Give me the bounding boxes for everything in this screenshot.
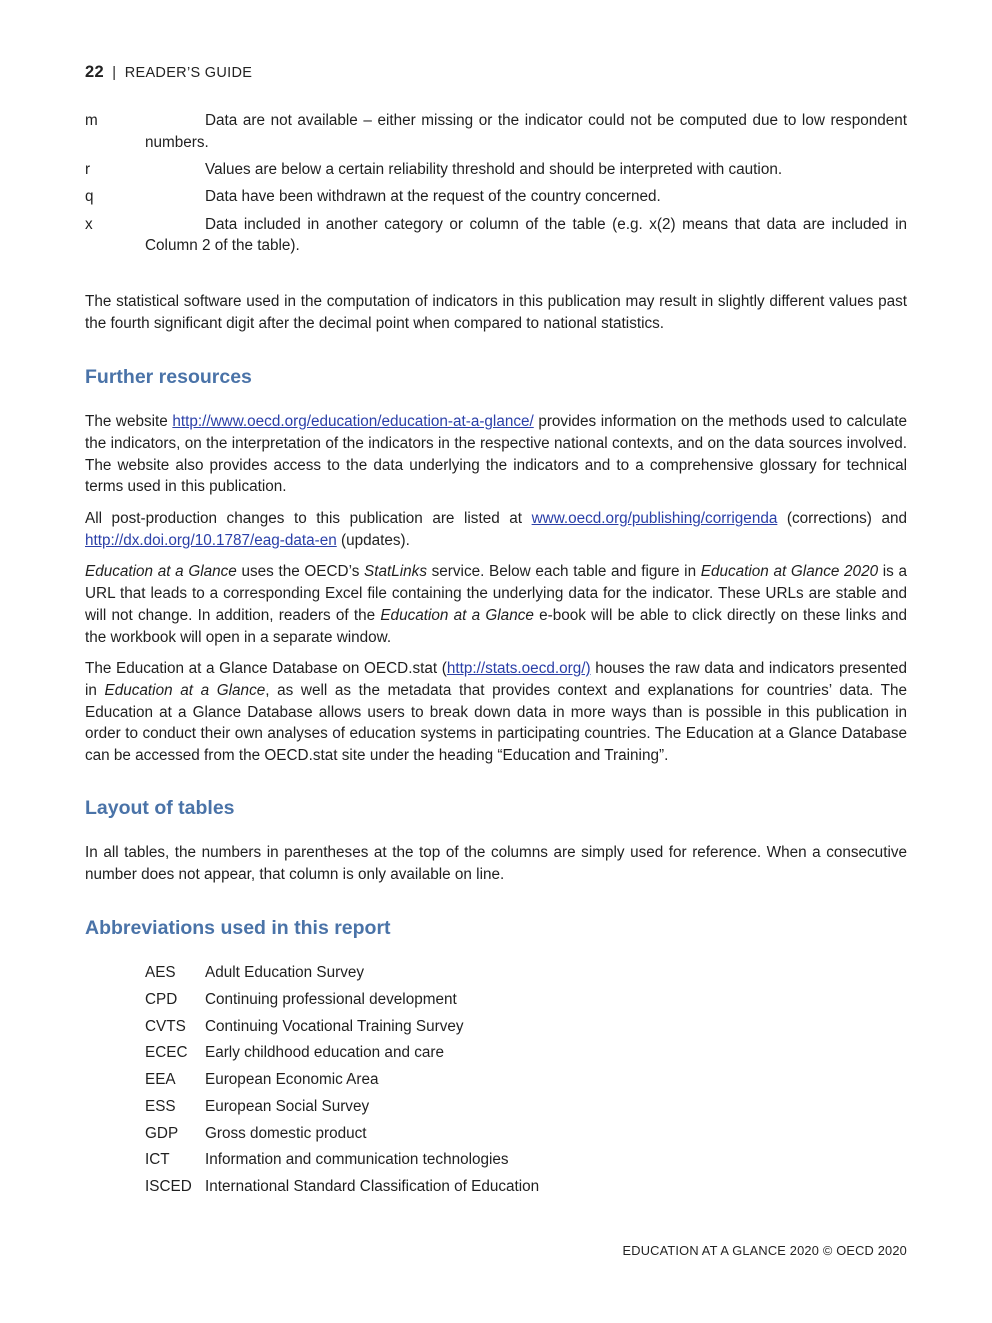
abbreviation: GDP xyxy=(145,1124,179,1142)
text-run: is a URL that leads to a corresponding Excel file containing the underlying data for the indicator. These URLs are stable and will not change. In addition, readers of the xyxy=(85,563,907,624)
abbreviation: ICT xyxy=(145,1151,170,1169)
text-run: service. Below each table and figure in xyxy=(426,563,701,581)
heading-further-resources: Further resources xyxy=(85,366,252,388)
page-number: 22 xyxy=(85,63,104,81)
layout-paragraph: In all tables, the numbers in parentheses at the top of the columns are simply used for reference. When a consecutive number does not appear, that column is only available on line. xyxy=(85,844,907,883)
legend-text: Data included in another category or column of the table (e.g. x(2) means that data are included in Column 2 of the table). xyxy=(145,215,907,255)
abbreviation: ISCED xyxy=(145,1178,192,1195)
symbol-legend xyxy=(85,110,907,263)
legend-code: m xyxy=(85,112,98,129)
italic-title: StatLinks xyxy=(364,563,427,581)
abbreviation-meaning: European Social Survey xyxy=(205,1097,370,1115)
italic-title: Education at a Glance xyxy=(380,606,534,624)
corrigenda-link[interactable]: www.oecd.org/publishing/corrigenda xyxy=(531,509,778,527)
paragraph-database xyxy=(85,658,907,767)
doi-link[interactable]: http://dx.doi.org/10.1787/eag-data-en xyxy=(85,531,337,549)
abbreviation-meaning: Adult Education Survey xyxy=(205,964,365,981)
legend-text: Data have been withdrawn at the request of the country concerned. xyxy=(205,188,661,206)
abbreviation-row xyxy=(145,1069,907,1096)
abbreviation-meaning: Information and communication technologies xyxy=(205,1151,509,1169)
legend-item xyxy=(85,110,907,154)
further-resources-body xyxy=(85,411,907,777)
abbreviation: ECEC xyxy=(145,1044,188,1062)
text-run: All post-production changes to this publication are listed at xyxy=(85,509,532,527)
abbreviation: CPD xyxy=(145,990,178,1008)
abbreviation-meaning: Gross domestic product xyxy=(205,1124,367,1142)
legend-code: r xyxy=(85,161,91,179)
abbreviation-list xyxy=(145,962,907,1203)
text-run: uses the OECD’s xyxy=(236,563,365,581)
heading-abbreviations: Abbreviations used in this report xyxy=(85,917,391,939)
text-run: , as well as the metadata that provides context and explanations for countries’ data. The Education at a Glance Database allows users to break down data in more ways than is possible in this publication in order to conduct their own analyses of education systems in participating countries. The Education at a Glance Database can be accessed from the OECD.stat site under the heading “Education and Training”. xyxy=(85,681,908,765)
abbreviation-row xyxy=(145,962,907,989)
document-page xyxy=(85,0,907,1323)
abbreviation-row xyxy=(145,1149,907,1176)
abbreviation-row xyxy=(145,1016,907,1043)
italic-title: Education at a Glance xyxy=(85,563,237,581)
abbreviation-meaning: International Standard Classification of Education xyxy=(205,1178,540,1195)
text-run: The Education at a Glance Database on OECD.stat ( xyxy=(85,660,447,678)
heading-layout-of-tables: Layout of tables xyxy=(85,797,235,819)
legend-text: Data are not available – either missing or the indicator could not be computed due to low respondent numbers. xyxy=(145,112,907,151)
abbreviation-row xyxy=(145,989,907,1016)
page-footer: EDUCATION AT A GLANCE 2020 © OECD 2020 xyxy=(622,1243,907,1258)
legend-code: q xyxy=(85,188,94,206)
abbreviation-meaning: Continuing professional development xyxy=(205,990,457,1008)
paragraph-statlinks xyxy=(85,561,907,648)
eag-website-link[interactable]: http://www.oecd.org/education/education-at-a-glance/ xyxy=(172,413,534,430)
abbreviation-meaning: Early childhood education and care xyxy=(205,1044,444,1062)
paragraph-website xyxy=(85,411,907,498)
software-note: The statistical software used in the computation of indicators in this publication may result in slightly different values past the fourth significant digit after the decimal point when compared to national statistics. xyxy=(85,293,907,332)
abbreviation: AES xyxy=(145,964,176,981)
legend-item xyxy=(85,159,907,181)
legend-text: Values are below a certain reliability threshold and should be interpreted with caution. xyxy=(205,161,783,179)
oecd-stat-link[interactable]: http://stats.oecd.org/) xyxy=(446,660,591,678)
legend-item xyxy=(85,186,907,208)
text-run: The website xyxy=(85,413,173,430)
text-run: (updates). xyxy=(336,531,410,549)
abbreviation-row xyxy=(145,1042,907,1069)
legend-item xyxy=(85,214,907,258)
italic-title: Education at a Glance xyxy=(104,681,266,699)
abbreviation: CVTS xyxy=(145,1017,186,1035)
abbreviation-meaning: Continuing Vocational Training Survey xyxy=(205,1017,464,1035)
abbreviation-row xyxy=(145,1176,907,1203)
abbreviation-row xyxy=(145,1123,907,1150)
abbreviation-row xyxy=(145,1096,907,1123)
text-run: (corrections) and xyxy=(777,509,907,527)
text-run: provides information on the methods used to calculate the indicators, on the interpretation of the indicators in the respective national contexts, and on the data sources involved. The website also provides access to the data underlying the indicators and to a comprehensive glossary for technical terms used in this publication. xyxy=(85,413,907,496)
abbreviation: ESS xyxy=(145,1097,176,1115)
paragraph-corrigenda xyxy=(85,508,907,552)
running-header xyxy=(85,63,252,82)
text-run: e-book will be able to click directly on these links and the workbook will open in a separate window. xyxy=(85,606,907,646)
italic-title: Education at Glance 2020 xyxy=(700,563,879,581)
abbreviation: EEA xyxy=(145,1071,176,1088)
abbreviation-meaning: European Economic Area xyxy=(205,1071,379,1088)
text-run: houses the raw data and indicators presented in xyxy=(85,660,907,699)
header-separator: | xyxy=(112,65,117,81)
section-title: READER’S GUIDE xyxy=(124,65,253,81)
legend-code: x xyxy=(85,215,93,233)
